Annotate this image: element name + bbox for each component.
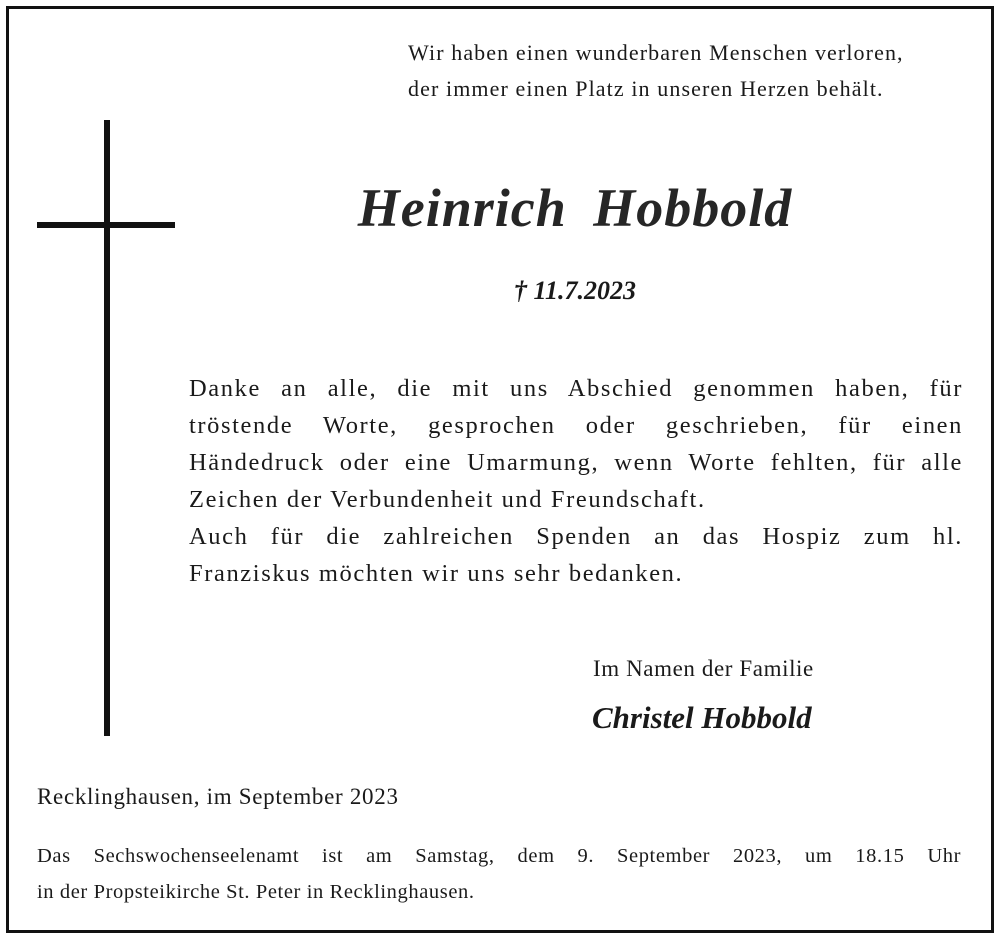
mass-line: Das Sechswochenseelenamt ist am Samstag, dem 9. September 2023, um 18.15 Uhr: [37, 845, 961, 867]
motto: [408, 35, 968, 107]
thank-you-line: Franziskus möchten wir uns sehr bedanken.: [189, 560, 684, 587]
motto-line: der immer einen Platz in unseren Herzen behält.: [408, 76, 884, 101]
memorial-mass-notice: [37, 838, 965, 910]
thank-you-line: Danke an alle, die mit uns Abschied genommen haben, für: [189, 375, 963, 402]
death-date: † 11.7.2023: [513, 276, 637, 305]
mass-line: in der Propsteikirche St. Peter in Recklinghausen.: [37, 881, 475, 903]
motto-line: Wir haben einen wunderbaren Menschen verloren,: [408, 40, 904, 65]
thank-you-line: tröstende Worte, gesprochen oder geschrieben, für einen: [189, 412, 963, 439]
thank-you-text: [189, 370, 969, 592]
family-intro: Im Namen der Familie: [593, 656, 814, 681]
thank-you-line: Auch für die zahlreichen Spenden an das Hospiz zum hl.: [189, 523, 963, 550]
signer-name: Christel Hobbold: [592, 700, 812, 735]
cross-vertical-bar: [104, 120, 110, 736]
place-and-date: Recklinghausen, im September 2023: [37, 784, 399, 809]
cross-horizontal-bar: [37, 222, 175, 228]
deceased-name: Heinrich Hobbold: [357, 178, 793, 238]
thank-you-line: Zeichen der Verbundenheit und Freundschaft.: [189, 486, 706, 513]
thank-you-line: Händedruck oder eine Umarmung, wenn Worte fehlten, für alle: [189, 449, 963, 476]
